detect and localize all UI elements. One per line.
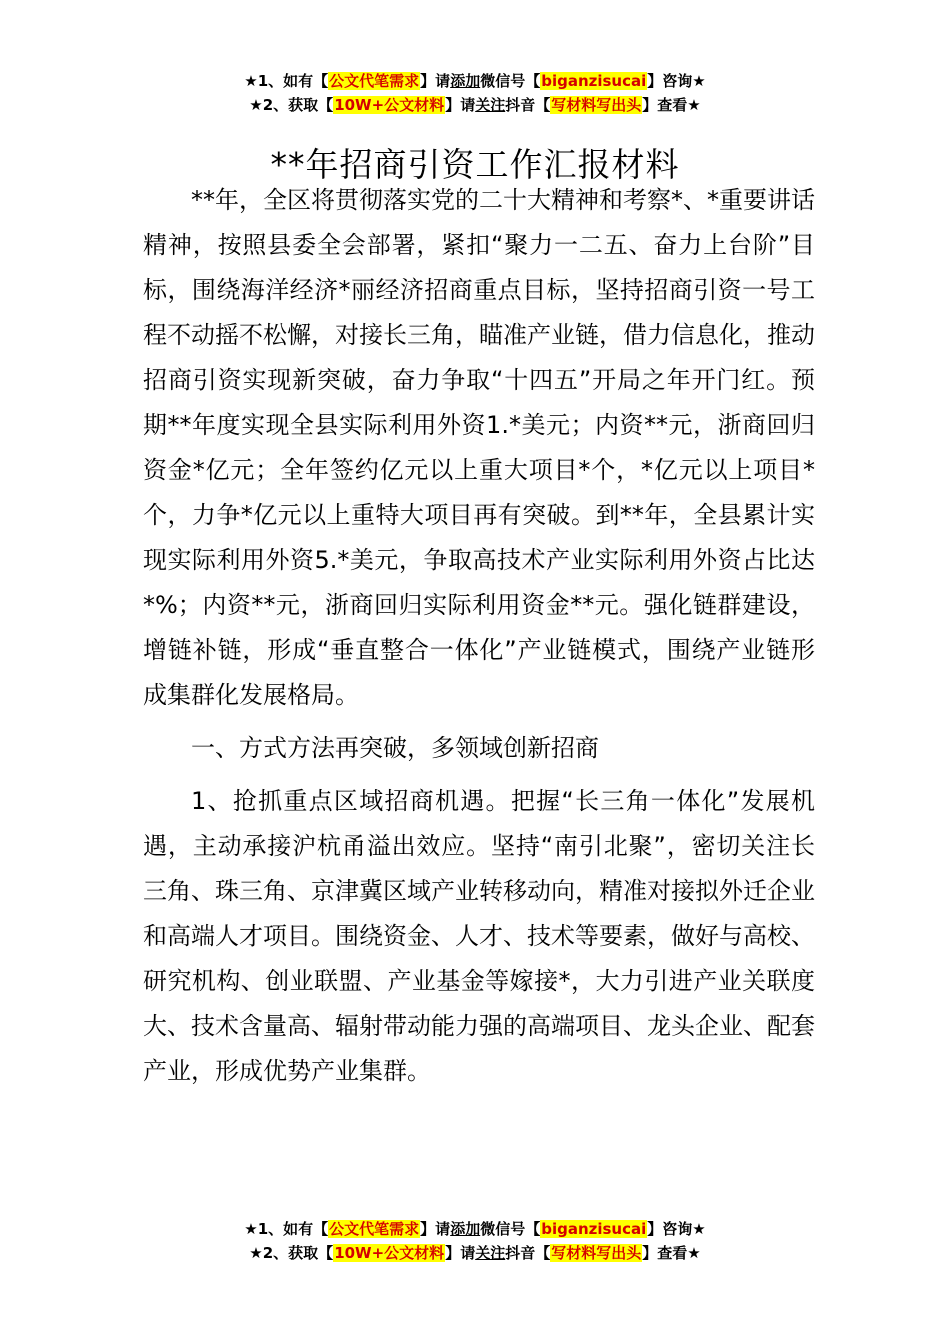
promo-text: ★2、获取【 [249, 96, 334, 114]
promo-text: 】查看★ [642, 1244, 701, 1262]
promo-underline: 关注 [475, 1244, 506, 1262]
document-title: **年招商引资工作汇报材料 [270, 145, 680, 185]
bottom-promo-banner [0, 1218, 950, 1266]
promo-line-1 [0, 1218, 950, 1242]
promo-highlight: biganzisucai [541, 1220, 647, 1238]
promo-text: 】请 [445, 1244, 476, 1262]
promo-text: ★1、如有【 [244, 72, 329, 90]
promo-text: 】咨询★ [647, 1220, 706, 1238]
promo-text: ★2、获取【 [249, 1244, 334, 1262]
promo-text: ★1、如有【 [244, 1220, 329, 1238]
top-promo-banner [0, 70, 950, 118]
promo-text: 微信号【 [480, 1220, 541, 1238]
promo-text: 】请 [420, 1220, 451, 1238]
promo-underline: 添加 [450, 1220, 481, 1238]
promo-highlight: 10W+公文材料 [334, 96, 445, 114]
promo-text: 抖音【 [505, 1244, 551, 1262]
promo-underline: 添加 [450, 72, 481, 90]
promo-highlight: 10W+公文材料 [334, 1244, 445, 1262]
promo-text: 抖音【 [505, 96, 551, 114]
promo-text: 】请 [420, 72, 451, 90]
promo-highlight: 公文代笔需求 [329, 72, 420, 90]
promo-text: 微信号【 [480, 72, 541, 90]
section-heading: 一、方式方法再突破，多领域创新招商 [191, 734, 599, 762]
promo-line-2 [0, 94, 950, 118]
promo-text: 】咨询★ [647, 72, 706, 90]
promo-highlight: 公文代笔需求 [329, 1220, 420, 1238]
promo-text: 】请 [445, 96, 476, 114]
promo-highlight: 写材料写出头 [551, 96, 642, 114]
promo-line-2 [0, 1242, 950, 1266]
intro-paragraph: **年，全区将贯彻落实党的二十大精神和考察*、*重要讲话精神，按照县委全会部署，紧扣“聚力一二五、奋力上台阶”目标，围绕海洋经济*丽经济招商重点目标，坚持招商引资一号工程不动摇不松懈，对接长三角，瞄准产业链，借力信息化，推动招商引资实现新突破，奋力争取“十四五”开局之年开门红。预期**年度实现全县实际利用外资1.*美元；内资**元，浙商回归资金*亿元；全年签约亿元以上重大项目*个，*亿元以上项目*个，力争*亿元以上重特大项目再有突破。到**年，全县累计实现实际利用外资5.*美元，争取高技术产业实际利用外资占比达*%；内资**元，浙商回归实际利用资金**元。强化链群建设，增链补链，形成“垂直整合一体化”产业链模式，围绕产业链形成集群化发展格局。 [143, 186, 815, 709]
document-body [143, 178, 815, 1102]
promo-text: 】查看★ [642, 96, 701, 114]
promo-highlight: biganzisucai [541, 72, 647, 90]
promo-line-1 [0, 70, 950, 94]
promo-highlight: 写材料写出头 [551, 1244, 642, 1262]
body-paragraph: 1、抢抓重点区域招商机遇。把握“长三角一体化”发展机遇，主动承接沪杭甬溢出效应。坚持“南引北聚”，密切关注长三角、珠三角、京津冀区域产业转移动向，精准对接拟外迁企业和高端人才项目。围绕资金、人才、技术等要素，做好与高校、研究机构、创业联盟、产业基金等嫁接*，大力引进产业关联度大、技术含量高、辐射带动能力强的高端项目、龙头企业、配套产业，形成优势产业集群。 [143, 787, 815, 1085]
promo-underline: 关注 [475, 96, 506, 114]
